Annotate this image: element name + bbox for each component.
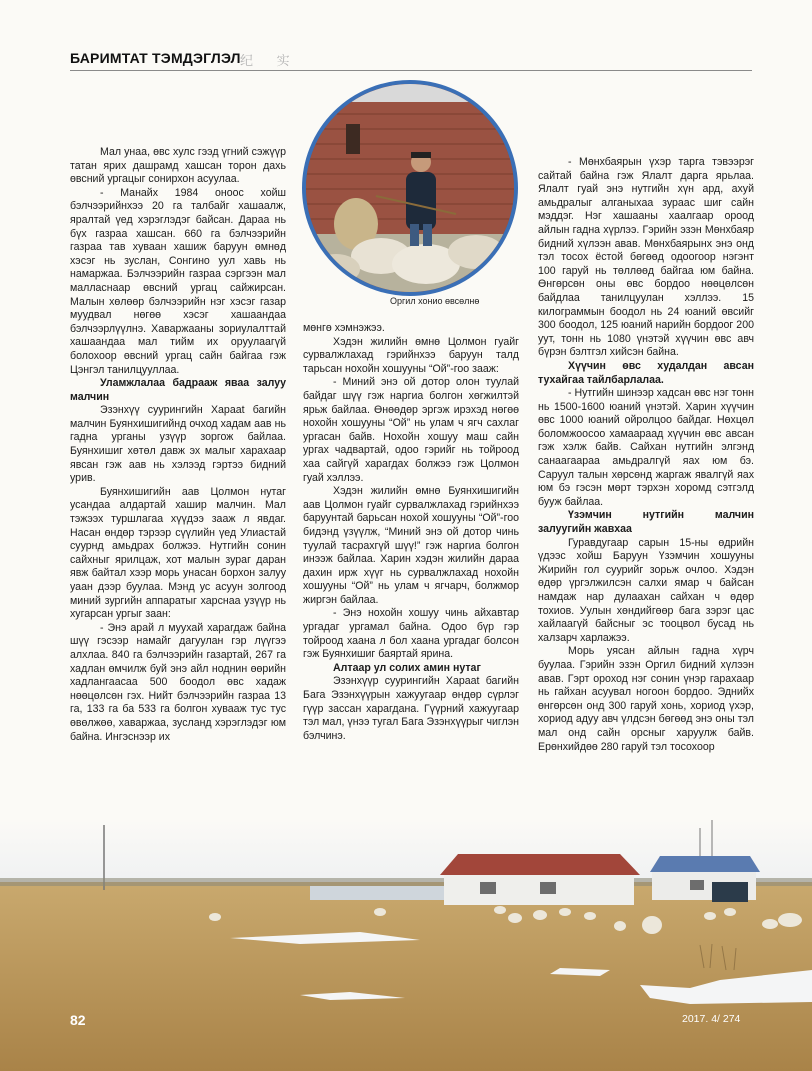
paragraph: - Миний энэ ой дотор олон туулай байдаг шүү гэж наргиа болгон хөгжилтэй ярьж байлаа. Өнөөдөр эргэж ирэхэд нөгөө нохойн хошууны “Ой” нь улам ч ягч сахлаг ургасан байв. Нохойн хошуу маш сайн ургах чадвартай, одоо гэрийг нь тойроод хаа сайгүй харагдах болжээ гэж Цолмон гуай хэллээ. [303,376,519,484]
paragraph: Морь уясан айлын гадна хүрч буулаа. Гэрийн эзэн Оргил бидний хүлээн авав. Гэрт ороход нэг сонин үнэр гарахаар нь гайхан асуувал ногоон бордоо. Эднийх өнгөрсөн онд 300 гаруй хонь, хориод үхэр, хориод адуу авч үлдсэн бөгөөд энэ оны тэл мал онд сайн орсныг харуулж байв. Ерөнхийдөө 280 гаруй тэл тосохоор [538,645,754,753]
section-title: БАРИМТАТ ТЭМДЭГЛЭЛ [70,50,241,66]
subheading: Алтаар ул солих амин нутаг [333,661,481,674]
paragraph: - Энэ нохойн хошуу чинь айхавтар ургадаг ургамал байна. Одоо бүр гэр тойроод хаана л бол хаана ургадаг болсон гэж Буянхишиг баяртай ярина. [303,607,519,661]
paragraph: Хэдэн жилийн өмнө Цолмон гуайг сурвалжлахад гэрийнхээ баруун талд тарьсан нохойн хошууны “Ой”-гоо зааж: [303,335,519,375]
text-column-3 [538,156,754,754]
photo-caption: Оргил хонио өвсөлнө [390,296,480,306]
paragraph: мөнгө хэмнэжээ. [303,322,385,334]
subheading: Үзэмчин нутгийн малчин залуугийн жавхаа [538,509,754,536]
paragraph: Хэдэн жилийн өмнө Буянхишигийн аав Цолмон гуайг сурвалжлахад гэрийнхээ баруунтай барьсан нохой хошууны “Ой”-гоо бидэнд үзүүлж, “Миний энэ ой дотор чинь туулай тасрахгүй шүү!” гэж наргиа болгон инээж байлаа. Харин хэдэн жилийн дараа дахин ирж хүүг нь сурвалжлахад нохойн хошууны “Ой” нь улам ч ягчарч, болжмор жиргэн байлаа. [303,485,519,606]
issue-number: 2017. 4/ 274 [682,1013,741,1025]
farmer-photo [302,80,518,296]
paragraph: - Нутгийн шинээр хадсан өвс нэг тонн нь 1500-1600 юаний үнэтэй. Харин хүүчин өвс 1000 юаний ойролцоо байдаг. Нөхцөл боломжоосоо хамаараад хүүчин өвс авсан гэж хэлж байв. Сайхан нутгийн элгэнд санаагаараа амьдралгүй яах юм бэ. Саруул талын хөрсөнд жаргаж явалгүй яах юм бэ гэсэн мөрт тэрхэн хоромд сэтгэлд бууж байлаа. [538,387,754,508]
page-header [70,50,752,71]
paragraph: Буянхишигийн аав Цолмон нутаг усандаа алдартай хашир малчин. Мал тэжээх туршлагаа хүүдээ зааж л явдаг. Насан өндөр тэрээр сүүлийн үед Улиастай суурнд амьдрах болжээ. Нутгийн сонин сайхныг ярилцаж, хот малын зураг даран явж байтал хээр морь унасан борхон залуу уаан дээр буулаа. Мэнд ус асуун золгоод миний зургийн аппаратыг харснаа узүүр нь хугарсан ургыг заан: [70,485,286,621]
paragraph: Эзэнхүүр суурингийн Харааt багийн Бага Эзэнхүүрын хажуугаар өндөр сүрлэг гүүр зассан харагдана. Гүүрний хажуугаар тэл мал, үнээ тугал Бага Эзэнхүүрыг чиглэн бэлчинэ. [303,675,519,742]
grassland-farm-photo [0,820,812,1071]
text-column-2 [303,322,519,743]
paragraph: - Энэ арай л муухай харагдаж байна шүү гэсээр намайг дагуулан гэр лүүгээ алхлаа. 840 га бэлчээрийн газартай, 267 га хадлан өмчилж буй энэ айл ноднин өөрийн хадлангаасаа 500 боодол өвс хадаж нөөцөлсөн гэх. Нийт бэлчээрийн газраа 13 га, 133 га ба 533 га болгон хувааж тус тус өвөлжөө, хаваржаа, зусланд хэрэглэдэг юм байна. Ингэснээр их [70,621,286,743]
paragraph: Гуравдугаар сарын 15-ны өдрийн үдээс хойш Баруун Үзэмчин хошууны Жирийн гол суурийг зорьж очлоо. Хэдэн өдөр үргэлжилсэн салхи ямар ч байсан намдаж нар дулаахан сайхан ч өдөр тохиов. Уулын хөндийгөөр бага зэрэг цас хайлаагүй байсныг эс тооцвол бусад нь халзарч харлажээ. [538,536,754,644]
farmer-photo-illustration [306,84,518,296]
subheading: Уламжлалаа бадрааж яваа залуу малчин [70,377,286,403]
text-column-1 [70,146,286,744]
paragraph: - Мөнхбаярын үхэр тарга тэвээрэг сайтай байна гэж Ялалт дарга ярьлаа. Ялалт гуай энэ нутгийн хүн ард, ахуй амьдралыг алганыхаа зураас шиг сайн мэддэг. Нэг хашааны хаалгаар ороод айлын гадна хүрлээ. Гэрийн эзэн Мөнхбаяр бидний хүлээн авав. Мөнхбаярынх энэ онд тэл тосох ёстой бөгөөд одоогоор нэгэнт 100 гаруй нь төллөөд байгаа юм байна. Өнгөрсөн оны өвс бордоо нөөцөлсөн байдлаа танилцуулан хэллээ. 15 килограммын боодол нь 24 юаний өвсийг 300 боодол, 125 юаний нарийн бордоог 200 уут, тонн нь 1080 үнэтэй хүүчин өвс авч бүрэн бэлтгэл хийсэн байна. [538,156,754,359]
subheading: Хүүчин өвс худалдан авсан тухайгаа тайлбарлалаа. [538,359,754,386]
paragraph: Эзэнхүү суурингийн Харааt багийн малчин Буянхишигийнд очход хадам аав нь гадна урганы узүүр зоргож байлаа. Буянхишиг хөтөл давж эх малыг харахаар явсан гэж аав нь хэлээд гэртээ бидний урив. [70,404,286,485]
paragraph: - Манайх 1984 оноос хойш бэлчээрийнхээ 20 га талбайг хашаалж, яралтай үед хэрэглэдэг байсан. Дараа нь бүх газраа хашсан. 660 га бэлчээрийн газраа тав хуваан хашиж баруун өмнөд хэсэг нь зуслан, Сонгино уул хавь нь намаржаа. Бэлчээрийн газраа сэргээн мал малласнаар өвсний ургац сайжирсан. Малын хөлөөр бэлчээрийн нэг хэсэг газар муудвал нөгөө хэсэг хашаандаа бэлчээрлүүлнэ. Хаваржааны зориулалттай хашаандаа мал тийм их оруулаагүй болохоор өвсний ургац сайн байгаа гэж Цэнгэл танилцууллаа. [70,186,286,376]
page-number: 82 [70,1012,86,1028]
section-title-chinese: 纪 实 [240,53,300,68]
paragraph: Мал унаа, өвс хулс гээд үгний сэжүүр татан ярих дашрамд хашсан торон дахь өвсний ургацыг сонирхон асуулаа. [70,146,286,186]
